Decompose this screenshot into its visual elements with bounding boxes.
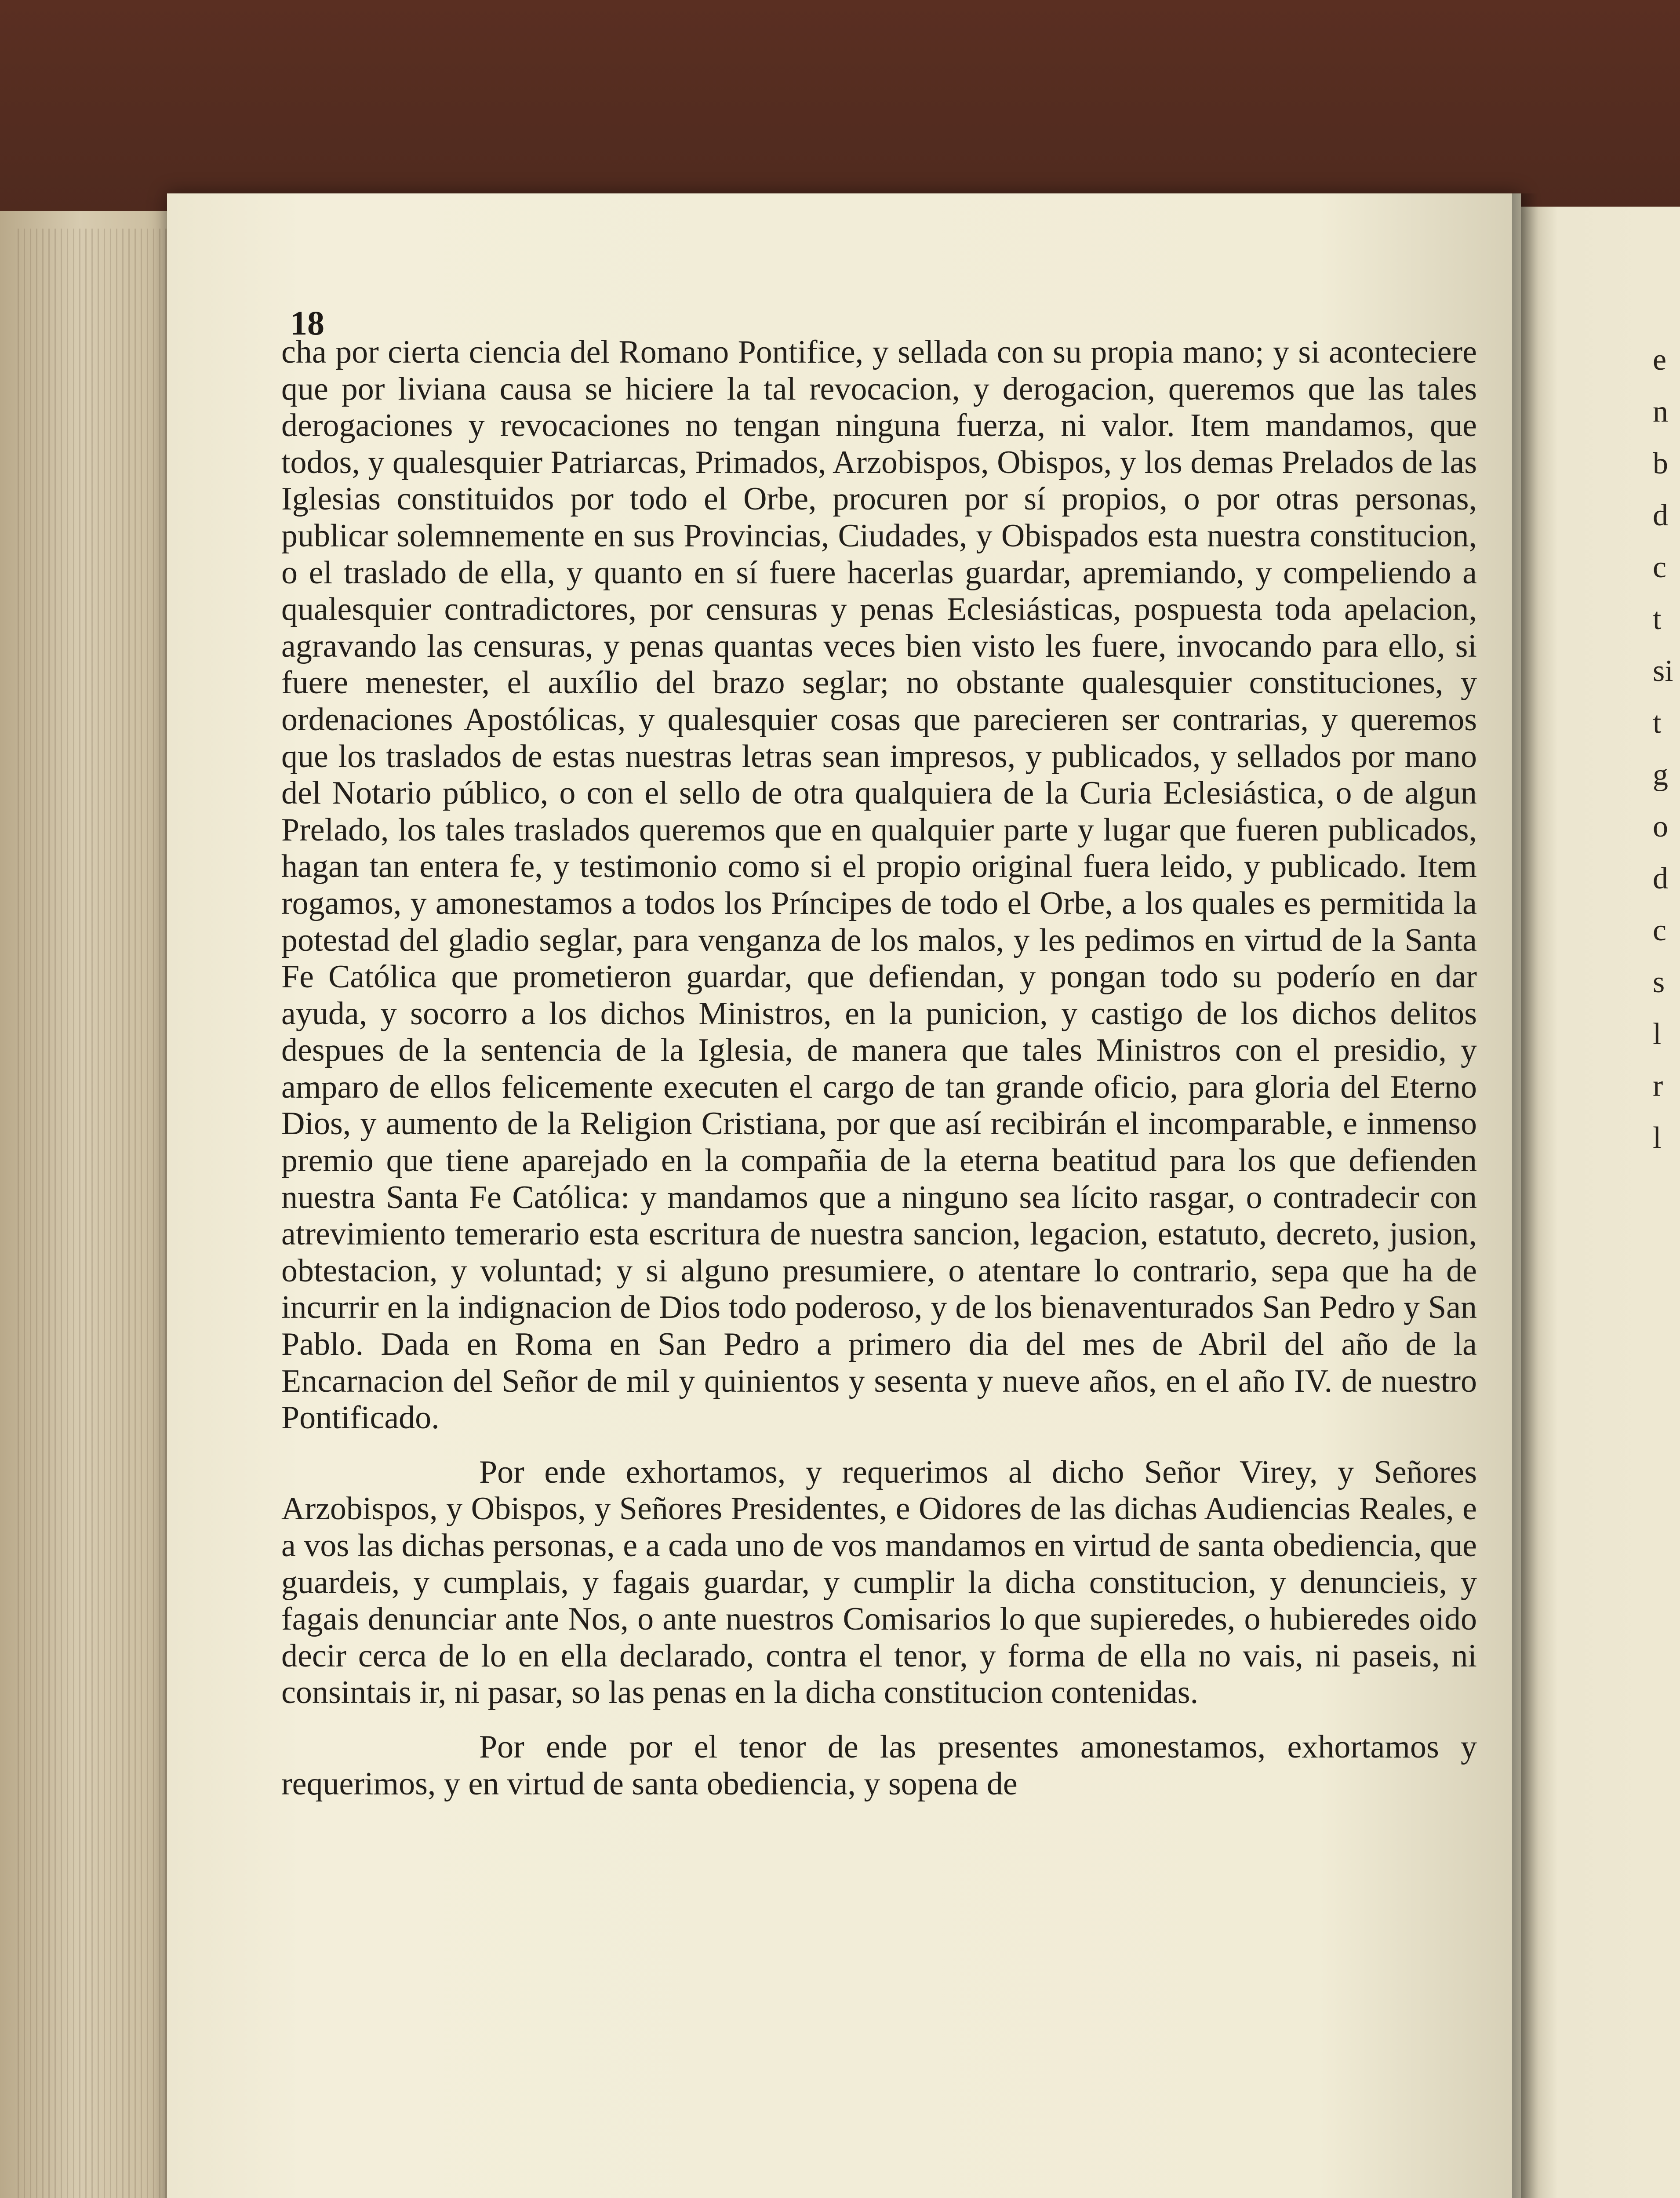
fragment-letter: g	[1653, 758, 1668, 792]
fragment-letter: c	[1653, 913, 1667, 947]
fragment-letter: s	[1653, 965, 1665, 999]
fragment-letter: o	[1653, 810, 1668, 844]
page-body-text	[281, 334, 1477, 1802]
fragment-letter: si	[1653, 654, 1673, 688]
fragment-letter: n	[1653, 395, 1668, 429]
fragment-letter: c	[1653, 550, 1667, 584]
facing-page-text-fragments	[1653, 334, 1679, 1164]
page-number: 18	[290, 304, 324, 342]
paragraph-continued: cha por cierta ciencia del Romano Pontifice, y sellada con su propia mano; y si aconteciere que por liviana causa se hiciere la tal revocacion, y derogacion, queremos que las tales derogaciones y revocaciones no tengan ninguna fuerza, ni valor. Item mandamos, que todos, y qualesquier Patriarcas, Primados, Arzobispos, Obispos, y los demas Prelados de las Iglesias constituidos por todo el Orbe, procuren por sí propios, o por otras personas, publicar solemnemente en sus Provincias, Ciudades, y Obispados esta nuestra constitucion, o el traslado de ella, y quanto en sí fuere hacerlas guardar, apremiando, y compeliendo a qualesquier contradictores, por censuras y penas Eclesiásticas, pospuesta toda apelacion, agravando las censuras, y penas quantas veces bien visto les fuere, invocando para ello, si fuere menester, el auxílio del brazo seglar; no obstante qualesquier constituciones, y ordenaciones Apostólicas, y qualesquier cosas que parecieren ser contrarias, y queremos que los traslados de estas nuestras letras sean impresos, y publicados, y sellados por mano del Notario público, o con el sello de otra qualquiera de la Curia Eclesiástica, o de algun Prelado, los tales traslados queremos que en qualquier parte y lugar que fueren publicados, hagan tan entera fe, y testimonio como si el propio original fuera leido, y publicado. Item rogamos, y amonestamos a todos los Príncipes de todo el Orbe, a los quales es permitida la potestad del gladio seglar, para venganza de los malos, y les pedimos en virtud de la Santa Fe Católica que prometieron guardar, que defiendan, y pongan todo su poderío en dar ayuda, y socorro a los dichos Ministros, en la punicion, y castigo de los dichos delitos despues de la sentencia de la Iglesia, de manera que tales Ministros con el presidio, y amparo de ellos felicemente executen el cargo de tan grande oficio, para gloria del Eterno Dios, y aumento de la Religion Cristiana, por que así recibirán el incomparable, e inmenso premio que tiene aparejado en la compañia de la eterna beatitud para los que defienden nuestra Santa Fe Católica: y mandamos que a ninguno sea lícito rasgar, o contradecir con atrevimiento temerario esta escritura de nuestra sancion, legacion, estatuto, decreto, jusion, obtestacion, y voluntad; y si alguno presumiere, o atentare lo contrario, sepa que ha de incurrir en la indignacion de Dios todo poderoso, y de los bienaventurados San Pedro y San Pablo. Dada en Roma en San Pedro a primero dia del mes de Abril del año de la Encarnacion del Señor de mil y quinientos y sesenta y nueve años, en el año IV. de nuestro Pontificado.	[281, 334, 1477, 1436]
paragraph-exhortation: Por ende exhortamos, y requerimos al dicho Señor Virey, y Señores Arzobispos, y Obispos, y Señores Presidentes, e Oidores de las dichas Audiencias Reales, e a vos las dichas personas, e a cada uno de vos mandamos en virtud de santa obediencia, que guardeis, y cumplais, y fagais guardar, y cumplir la dicha constitucion, y denuncieis, y fagais denunciar ante Nos, o ante nuestros Comisarios lo que supieredes, o hubieredes oido decir cerca de lo en ella declarado, contra el tenor, y forma de ella no vais, ni paseis, ni consintais ir, ni pasar, so las penas en la dicha constitucion contenidas.	[281, 1454, 1477, 1711]
fragment-letter: r	[1653, 1069, 1663, 1103]
fragment-letter: l	[1653, 1121, 1662, 1155]
fragment-letter: e	[1653, 343, 1667, 377]
fragment-letter: l	[1653, 1017, 1662, 1051]
book-gutter-shadow	[1512, 193, 1538, 2198]
fragment-letter: d	[1653, 862, 1668, 895]
fragment-letter: d	[1653, 499, 1668, 532]
paragraph-closing: Por ende por el tenor de las presentes amonestamos, exhortamos y requerimos, y en virtud de santa obediencia, y sopena de	[281, 1729, 1477, 1802]
fragment-letter: b	[1653, 447, 1668, 480]
fragment-letter: t	[1653, 602, 1662, 636]
fragment-letter: t	[1653, 706, 1662, 740]
